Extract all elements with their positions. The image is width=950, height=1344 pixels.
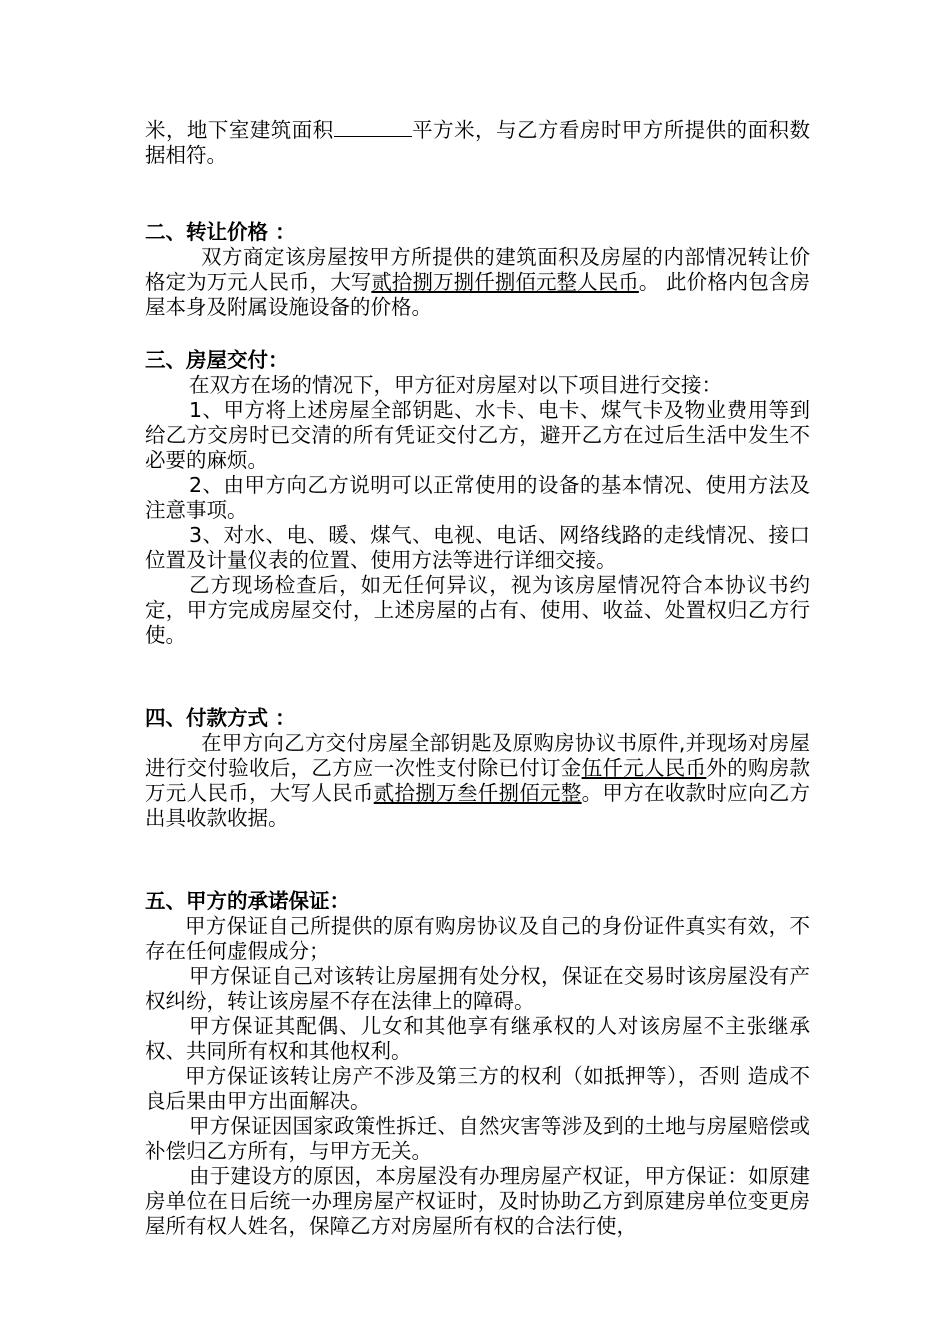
- section-5-item-4: 甲方保证该转让房产不涉及第三方的权利（如抵押等），否则 造成不良后果由甲方出面解决。: [145, 1064, 810, 1113]
- document-page: [145, 118, 810, 1239]
- section-2-heading: 二、转让价格 ：: [145, 220, 296, 244]
- s2-text-b: 。 此价格内包含房屋本身及附属设施设备的价格。: [145, 270, 811, 319]
- s4-deposit-amount: 伍仟元人民币: [581, 756, 707, 780]
- s2-price-uppercase: 贰拾捌万捌仟捌佰元整人民币: [371, 270, 639, 294]
- s4-payment-uppercase: 贰拾捌万叁仟捌佰元整: [373, 781, 582, 805]
- basement-area-blank: [334, 118, 412, 137]
- section-3-item-2: 2、由甲方向乙方说明可以正常使用的设备的基本情况、使用方法及注意事项。: [145, 473, 810, 522]
- section-4-paragraph: [145, 731, 810, 831]
- intro-paragraph: [145, 118, 810, 168]
- section-3-heading: 三、房屋交付：: [145, 348, 289, 372]
- section-5-item-3: 甲方保证其配偶、儿女和其他享有继承权的人对该房屋不主张继承权、共同所有权和其他权利。: [145, 1014, 810, 1063]
- s4-text-a: 在甲方向乙方交付房屋全部钥匙及原购房协议书原件,并现场对房屋进行交付验收后，乙方应一次性支付除已付订金: [145, 731, 810, 780]
- s2-text-a: 双方商定该房屋按甲方所提供的建筑面积及房屋的内部情况转让价格定为万元人民币，大写: [145, 245, 810, 294]
- section-3-intro: 在双方在场的情况下，甲方征对房屋对以下项目进行交接：: [189, 373, 722, 397]
- section-2-paragraph: [145, 245, 810, 320]
- s4-text-c: 。甲方在收款时应向乙方出具收款收据。: [145, 781, 811, 830]
- section-5-item-2: 甲方保证自己对该转让房屋拥有处分权，保证在交易时该房屋没有产权纠纷，转让该房屋不存在法律上的障碍。: [145, 964, 810, 1013]
- s4-text-b: 外的购房款万元人民币，大写人民币: [145, 756, 811, 805]
- section-5-item-6: 由于建设方的原因，本房屋没有办理房屋产权证，甲方保证：如原建房单位在日后统一办理房屋产权证时，及时协助乙方到原建房单位变更房屋所有权人姓名，保障乙方对房屋所有权的合法行使，: [145, 1164, 810, 1238]
- section-4-heading: 四、付款方式 ：: [145, 706, 296, 730]
- section-5-item-5: 甲方保证因国家政策性拆迁、自然灾害等涉及到的土地与房屋赔偿或补偿归乙方所有，与甲方无关。: [145, 1114, 810, 1163]
- section-3-item-1: 1、甲方将上述房屋全部钥匙、水卡、电卡、煤气卡及物业费用等到给乙方交房时已交清的所有凭证交付乙方，避开乙方在过后生活中发生不必要的麻烦。: [145, 398, 810, 472]
- intro-text-b: 平方米，与乙方看房时甲方所提供的面积数据相符。: [145, 118, 811, 167]
- intro-text-a: 米，地下室建筑面积: [145, 118, 334, 142]
- section-5-heading: 五、甲方的承诺保证：: [145, 889, 350, 913]
- section-3-item-3: 3、对水、电、暖、煤气、电视、电话、网络线路的走线情况、接口位置及计量仪表的位置、使用方法等进行详细交接。: [145, 523, 810, 572]
- section-3-closing: 乙方现场检查后，如无任何异议，视为该房屋情况符合本协议书约定，甲方完成房屋交付，上述房屋的占有、使用、收益、处置权归乙方行使。: [145, 573, 810, 647]
- section-5-item-1: 甲方保证自己所提供的原有购房协议及自己的身份证件真实有效，不存在任何虚假成分；: [145, 914, 810, 963]
